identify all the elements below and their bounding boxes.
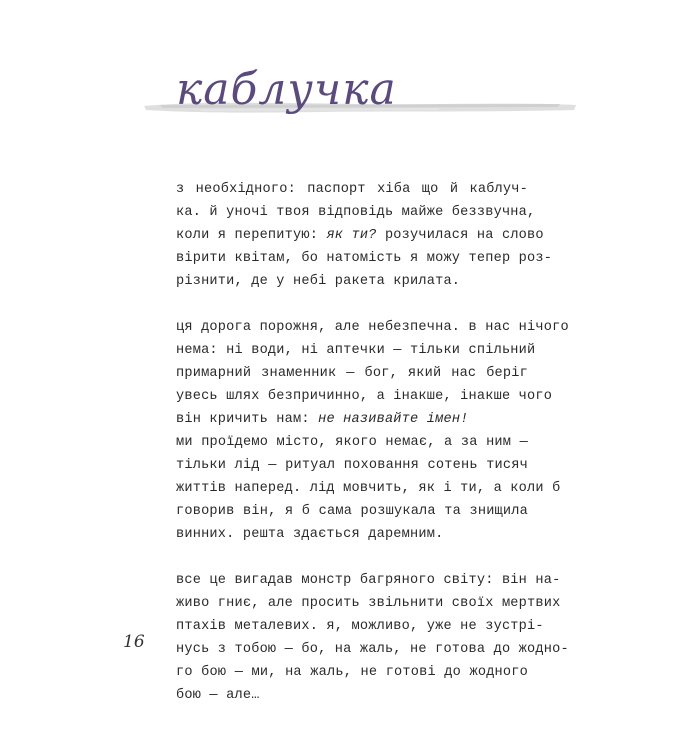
text-line: птахів металевих. я, можливо, уже не зустрі- <box>176 619 544 634</box>
text-line: ка. й уночі твоя відповідь майже беззвучна, <box>176 205 536 220</box>
text-line: все це вигадав монстр багряного світу: він на- <box>176 573 561 588</box>
text-line: життів наперед. лід мовчить, як і ти, а коли б <box>176 481 561 496</box>
text-line: го бою — ми, на жаль, не готові до жодного <box>176 665 528 680</box>
text-line: різнити, де у небі ракета крилата. <box>176 274 461 289</box>
text-line: бою — але… <box>176 688 260 703</box>
paragraph <box>176 569 569 707</box>
text-line: нема: ні води, ні аптечки — тільки спільний <box>176 343 536 358</box>
text-line: винних. решта здається даремним. <box>176 527 444 542</box>
text-segment: він кричить нам: <box>176 412 319 427</box>
text-line: тільки лід — ритуал поховання сотень тисяч <box>176 458 528 473</box>
poem-body <box>176 178 569 730</box>
paragraph <box>176 316 569 546</box>
italic-phrase: не називайте імен! <box>318 412 469 427</box>
text-segment: коли я перепитую: <box>176 228 327 243</box>
paragraph <box>176 178 553 293</box>
page-number: 16 <box>123 632 145 652</box>
text-line: примарний знаменник — бог, який нас беріг <box>176 366 528 381</box>
text-line: вірити квітам, бо натомість я можу тепер роз- <box>176 251 553 266</box>
text-line <box>176 408 528 431</box>
text-line: говорив він, я б сама розшукала та знищила <box>176 504 528 519</box>
text-line: з необхідного: паспорт хіба що й каблуч- <box>176 182 528 197</box>
page-title: каблучка <box>176 64 397 115</box>
text-line <box>176 224 544 247</box>
italic-phrase: як ти? <box>326 228 377 243</box>
text-line: увесь шлях безпричинно, а інакше, інакше чого <box>176 389 553 404</box>
text-line: нусь з тобою — бо, на жаль, не готова до жодно- <box>176 642 569 657</box>
text-line: ми проїдемо місто, якого немає, а за ним — <box>176 435 528 450</box>
text-line: ця дорога порожня, але небезпечна. в нас нічого <box>176 320 569 335</box>
text-segment: розучилася на слово <box>376 228 544 243</box>
text-line: живо гниє, але просить звільнити своїх мертвих <box>176 596 561 611</box>
